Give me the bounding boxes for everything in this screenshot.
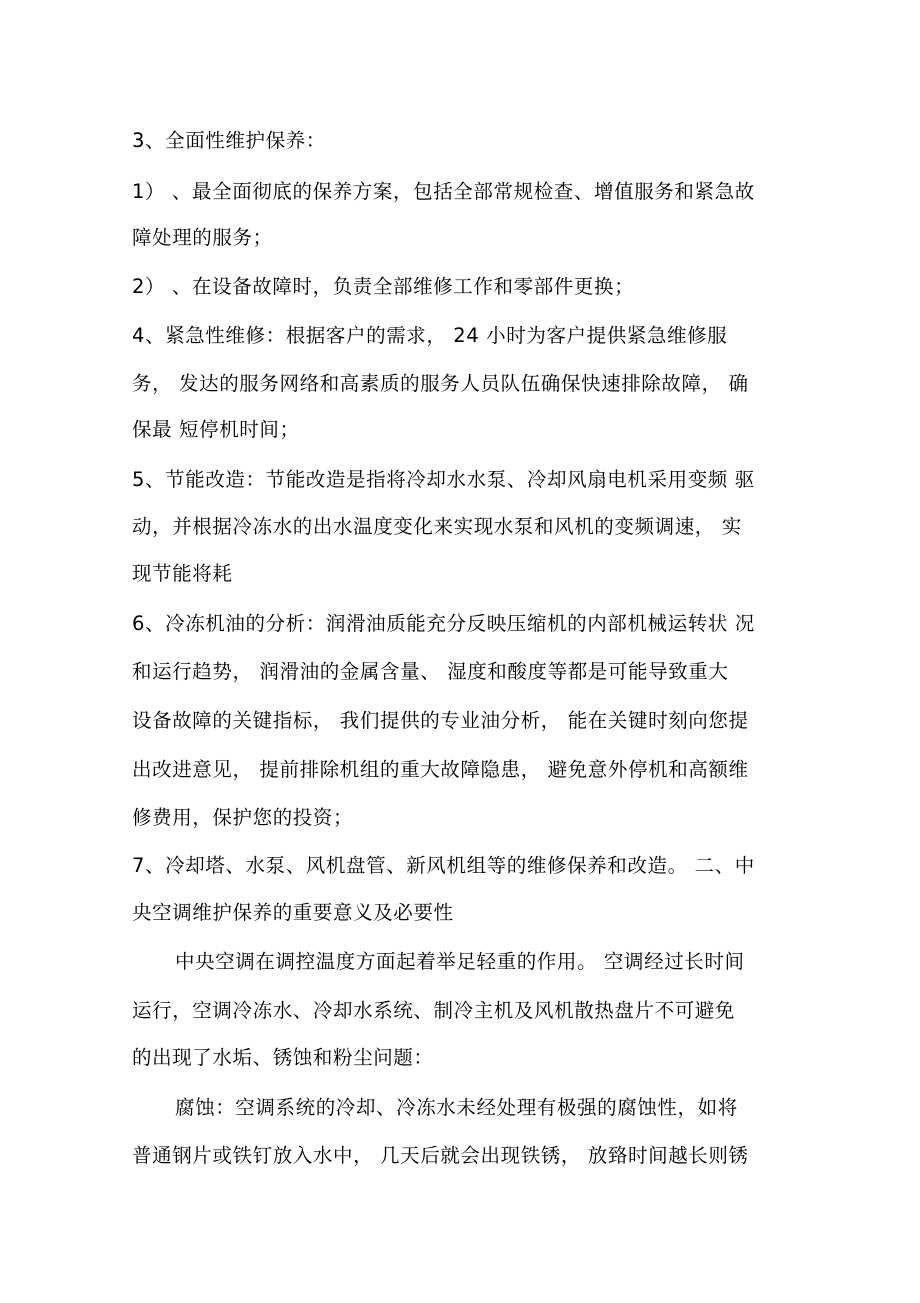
text-line: 中央空调在调控温度方面起着举足轻重的作用。 空调经过长时间	[175, 950, 745, 973]
text-line: 出改进意见， 提前排除机组的重大故障隐患， 避免意外停机和高额维	[132, 758, 749, 781]
text-line: 的出现了水垢、锈蚀和粉尘问题：	[132, 1046, 434, 1069]
text-line: 6、冷冻机油的分析：润滑油质能充分反映压缩机的内部机械运转状 况	[132, 612, 755, 635]
text-line: 运行，空调冷冻水、冷却水系统、制冷主机及风机散热盘片不可避免	[132, 999, 736, 1022]
text-line: 5、节能改造：节能改造是指将冷却水水泵、冷却风扇电机采用变频 驱	[132, 468, 755, 491]
text-line: 腐蚀：空调系统的冷却、冷冻水未经处理有极强的腐蚀性，如将	[175, 1096, 738, 1119]
text-line: 1） 、最全面彻底的保养方案，包括全部常规检查、增值服务和紧急故	[132, 180, 755, 203]
text-line: 障处理的服务；	[132, 226, 273, 249]
text-line: 务， 发达的服务网络和高素质的服务人员队伍确保快速排除故障， 确	[132, 372, 749, 395]
text-line: 修费用，保护您的投资；	[132, 806, 354, 829]
text-line: 现节能将耗	[132, 562, 233, 585]
text-line: 和运行趋势， 润滑油的金属含量、 湿度和酸度等都是可能导致重大	[132, 660, 729, 683]
text-line: 普通钢片或铁钉放入水中， 几天后就会出现铁锈， 放臵时间越长则锈	[132, 1144, 749, 1167]
text-line: 3、全面性维护保养：	[132, 129, 326, 152]
text-line: 2） 、在设备故障时，负责全部维修工作和零部件更换；	[132, 275, 635, 298]
text-line: 7、冷却塔、水泵、风机盘管、新风机组等的维修保养和改造。 二、中	[132, 854, 755, 877]
text-line: 央空调维护保养的重要意义及必要性	[132, 901, 454, 924]
text-line: 设备故障的关键指标， 我们提供的专业油分析， 能在关键时刻向您提	[132, 709, 749, 732]
text-line: 4、紧急性维修：根据客户的需求， 24 小时为客户提供紧急维修服	[132, 324, 728, 347]
text-line: 动，并根据冷冻水的出水温度变化来实现水泵和风机的变频调速， 实	[132, 515, 742, 538]
text-line: 保最 短停机时间；	[132, 418, 300, 441]
